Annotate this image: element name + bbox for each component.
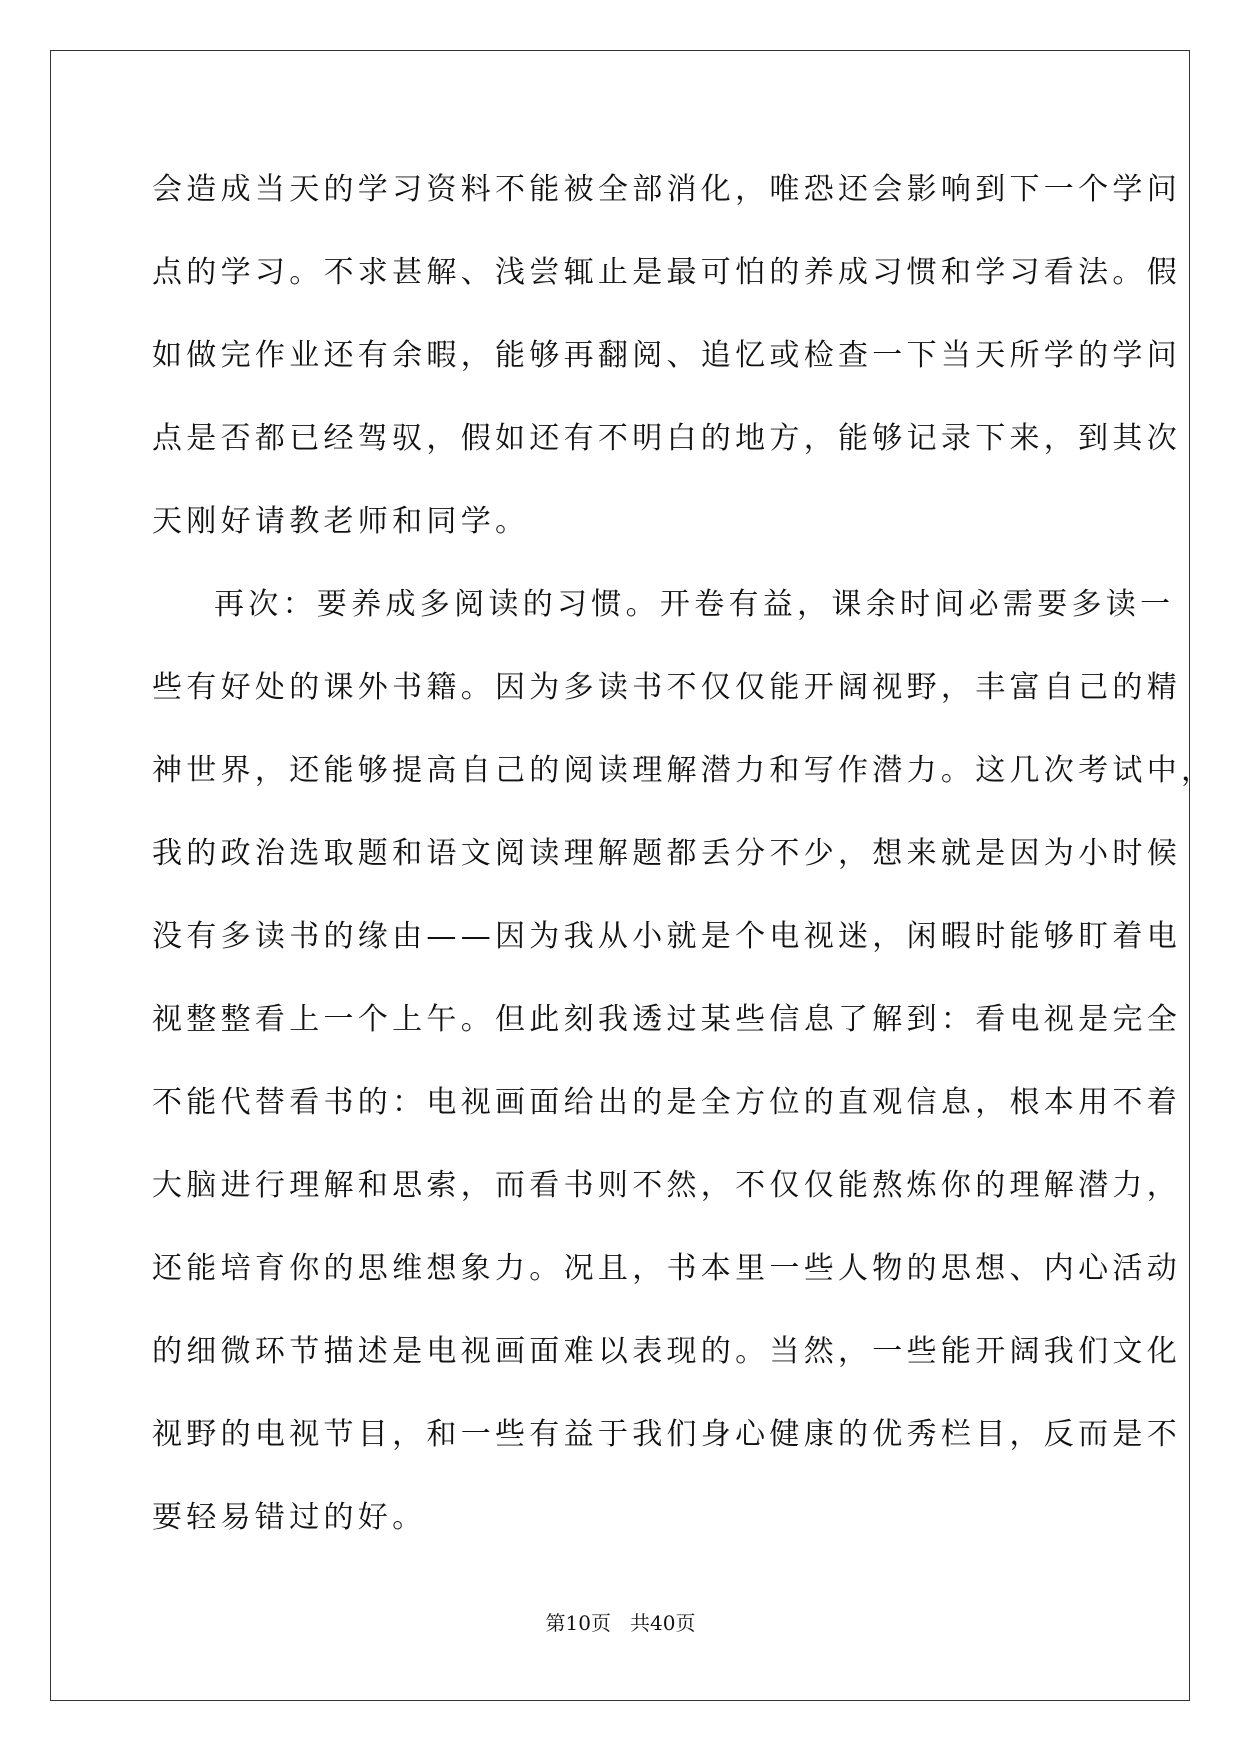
- text-line: 的细微环节描述是电视画面难以表现的。当然，一些能开阔我们文化: [152, 1334, 1181, 1369]
- text-line: 会造成当天的学习资料不能被全部消化，唯恐还会影响到下一个学问: [152, 172, 1181, 207]
- text-line: 神世界，还能够提高自己的阅读理解潜力和写作潜力。这几次考试中，: [152, 753, 1216, 788]
- text-line: 点的学习。不求甚解、浅尝辄止是最可怕的养成习惯和学习看法。假: [152, 255, 1181, 290]
- text-line: 如做完作业还有余暇，能够再翻阅、追忆或检查一下当天所学的学问: [152, 338, 1181, 373]
- text-line: 没有多读书的缘由——因为我从小就是个电视迷，闲暇时能够盯着电: [152, 919, 1181, 954]
- text-line: 视野的电视节目，和一些有益于我们身心健康的优秀栏目，反而是不: [152, 1417, 1181, 1452]
- paragraph-start-line: 再次：要养成多阅读的习惯。开卷有益，课余时间必需要多读一: [214, 587, 1175, 622]
- page-number-footer: 第10页 共40页: [545, 1611, 696, 1635]
- body-text: [152, 160, 1216, 1571]
- text-line: 些有好处的课外书籍。因为多读书不仅仅能开阔视野，丰富自己的精: [152, 670, 1181, 705]
- text-line: 我的政治选取题和语文阅读理解题都丢分不少，想来就是因为小时候: [152, 836, 1181, 871]
- text-line: 视整整看上一个上午。但此刻我透过某些信息了解到：看电视是完全: [152, 1002, 1181, 1037]
- text-line: 要轻易错过的好。: [152, 1500, 427, 1535]
- text-line: 点是否都已经驾驭，假如还有不明白的地方，能够记录下来，到其次: [152, 421, 1181, 456]
- text-line: 大脑进行理解和思索，而看书则不然，不仅仅能熬炼你的理解潜力，: [152, 1168, 1181, 1203]
- text-line: 还能培育你的思维想象力。况且，书本里一些人物的思想、内心活动: [152, 1251, 1181, 1286]
- text-line: 不能代替看书的：电视画面给出的是全方位的直观信息，根本用不着: [152, 1085, 1181, 1120]
- text-line: 天刚好请教老师和同学。: [152, 504, 530, 539]
